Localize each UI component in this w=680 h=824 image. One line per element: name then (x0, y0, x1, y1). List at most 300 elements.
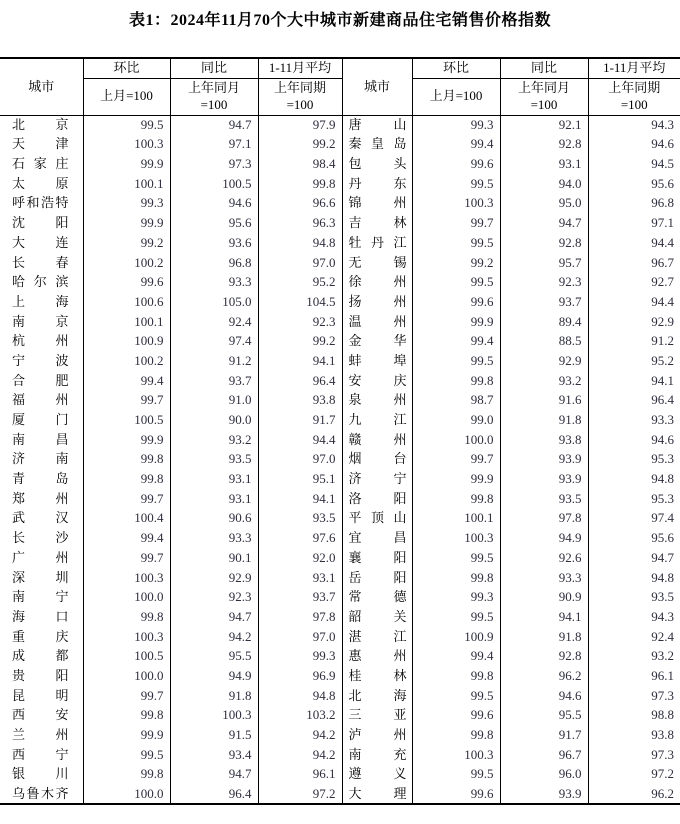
city-name: 沈 阳 (12, 215, 69, 231)
city-name: 厦 门 (12, 412, 69, 428)
city-name: 九 江 (342, 410, 412, 430)
table-row (0, 135, 680, 155)
yoy-value: 94.7 (170, 115, 258, 135)
mom-value: 99.7 (83, 489, 170, 509)
avg-value: 97.9 (258, 115, 342, 135)
mom-value: 99.7 (83, 548, 170, 568)
table-row (0, 469, 680, 489)
mom-value: 99.8 (412, 666, 500, 686)
mom-value: 99.8 (412, 489, 500, 509)
city-name: 重 庆 (12, 628, 69, 644)
mom-value: 99.5 (412, 686, 500, 706)
avg-value: 91.7 (258, 410, 342, 430)
yoy-value: 93.4 (170, 745, 258, 765)
yoy-value: 92.8 (500, 647, 588, 667)
avg-value: 96.9 (258, 666, 342, 686)
table-row (0, 528, 680, 548)
yoy-value: 93.1 (170, 489, 258, 509)
mom-value: 99.3 (412, 588, 500, 608)
table-row (0, 706, 680, 726)
mom-value: 99.9 (83, 725, 170, 745)
header-yoy-base-left: 上年同月 =100 (170, 78, 258, 115)
mom-value: 98.7 (412, 391, 500, 411)
avg-value: 94.3 (588, 607, 680, 627)
yoy-value: 91.7 (500, 725, 588, 745)
mom-value: 99.4 (83, 371, 170, 391)
city-name: 遵 义 (342, 765, 412, 785)
mom-value: 100.3 (83, 627, 170, 647)
city-name: 包 头 (342, 154, 412, 174)
mom-value: 100.6 (83, 292, 170, 312)
table-row (0, 588, 680, 608)
city-name: 南 充 (342, 745, 412, 765)
table-row (0, 174, 680, 194)
mom-value: 100.2 (83, 351, 170, 371)
avg-value: 97.4 (588, 509, 680, 529)
avg-value: 94.3 (588, 115, 680, 135)
mom-value: 100.1 (83, 312, 170, 332)
city-name: 太 原 (12, 175, 69, 191)
mom-value: 99.5 (412, 765, 500, 785)
mom-value: 99.5 (412, 233, 500, 253)
city-name: 吉 林 (342, 213, 412, 233)
yoy-value: 90.1 (170, 548, 258, 568)
header-avg-left: 1-11月平均 (258, 58, 342, 78)
city-name: 赣 州 (342, 430, 412, 450)
avg-value: 94.4 (588, 292, 680, 312)
city-name: 泉 州 (342, 391, 412, 411)
mom-value: 99.7 (412, 450, 500, 470)
table-row (0, 154, 680, 174)
city-name: 扬 州 (342, 292, 412, 312)
yoy-value: 92.1 (500, 115, 588, 135)
city-name: 海 口 (12, 608, 69, 624)
mom-value: 99.5 (83, 115, 170, 135)
yoy-value: 95.5 (170, 647, 258, 667)
city-name: 秦 皇 岛 (342, 135, 412, 155)
city-name: 平 顶 山 (342, 509, 412, 529)
avg-value: 94.1 (258, 489, 342, 509)
city-name: 南 京 (12, 313, 69, 329)
avg-value: 94.8 (258, 686, 342, 706)
mom-value: 99.3 (83, 194, 170, 214)
yoy-value: 96.8 (170, 253, 258, 273)
header-city-right: 城市 (342, 58, 412, 115)
avg-value: 97.2 (588, 765, 680, 785)
mom-value: 99.4 (412, 135, 500, 155)
yoy-value: 97.1 (170, 135, 258, 155)
yoy-value: 97.3 (170, 154, 258, 174)
avg-value: 98.8 (588, 706, 680, 726)
city-name: 郑 州 (12, 490, 69, 506)
header-avg-base-right: 上年同期 =100 (588, 78, 680, 115)
mom-value: 100.3 (412, 745, 500, 765)
avg-value: 95.6 (588, 528, 680, 548)
avg-value: 96.4 (258, 371, 342, 391)
city-name: 大 连 (12, 234, 69, 250)
city-name: 南 昌 (12, 431, 69, 447)
mom-value: 99.5 (412, 273, 500, 293)
avg-value: 94.2 (258, 745, 342, 765)
city-name: 泸 州 (342, 725, 412, 745)
header-mom-base-right: 上月=100 (412, 78, 500, 115)
avg-value: 91.2 (588, 332, 680, 352)
table-row (0, 292, 680, 312)
mom-value: 100.0 (412, 430, 500, 450)
avg-value: 94.1 (258, 351, 342, 371)
table-row (0, 784, 680, 804)
mom-value: 99.6 (83, 273, 170, 293)
mom-value: 99.8 (412, 725, 500, 745)
mom-value: 99.4 (412, 647, 500, 667)
mom-value: 99.8 (412, 568, 500, 588)
city-name: 成 都 (12, 648, 69, 664)
header-mom-base-left: 上月=100 (83, 78, 170, 115)
city-name: 上 海 (12, 293, 69, 309)
mom-value: 99.9 (83, 430, 170, 450)
yoy-value: 93.9 (500, 784, 588, 804)
yoy-value: 92.4 (170, 312, 258, 332)
avg-value: 92.4 (588, 627, 680, 647)
mom-value: 99.8 (83, 469, 170, 489)
city-name: 长 春 (12, 254, 69, 270)
avg-value: 103.2 (258, 706, 342, 726)
avg-value: 93.3 (588, 410, 680, 430)
avg-value: 94.5 (588, 154, 680, 174)
city-name: 青 岛 (12, 471, 69, 487)
yoy-value: 94.7 (500, 213, 588, 233)
mom-value: 100.0 (83, 666, 170, 686)
yoy-value: 95.7 (500, 253, 588, 273)
avg-value: 94.7 (588, 548, 680, 568)
city-name: 金 华 (342, 332, 412, 352)
header-city-left: 城市 (0, 58, 83, 115)
city-name: 牡 丹 江 (342, 233, 412, 253)
yoy-value: 91.8 (500, 410, 588, 430)
table-row (0, 765, 680, 785)
header-yoy-left: 同比 (170, 58, 258, 78)
avg-value: 95.3 (588, 489, 680, 509)
city-name: 西 宁 (12, 746, 69, 762)
yoy-value: 94.7 (170, 607, 258, 627)
yoy-value: 91.6 (500, 391, 588, 411)
mom-value: 100.0 (83, 784, 170, 804)
yoy-value: 100.3 (170, 706, 258, 726)
mom-value: 100.0 (83, 588, 170, 608)
city-name: 银 川 (12, 766, 69, 782)
yoy-value: 89.4 (500, 312, 588, 332)
avg-value: 97.0 (258, 627, 342, 647)
yoy-value: 97.8 (500, 509, 588, 529)
yoy-value: 94.6 (500, 686, 588, 706)
city-name: 武 汉 (12, 510, 69, 526)
yoy-value: 97.4 (170, 332, 258, 352)
yoy-value: 94.2 (170, 627, 258, 647)
mom-value: 99.8 (412, 371, 500, 391)
mom-value: 100.1 (412, 509, 500, 529)
mom-value: 99.0 (412, 410, 500, 430)
city-name: 乌 鲁 木 齐 (12, 785, 69, 801)
table-row (0, 233, 680, 253)
yoy-value: 94.6 (170, 194, 258, 214)
avg-value: 93.2 (588, 647, 680, 667)
table-row (0, 647, 680, 667)
avg-value: 93.8 (588, 725, 680, 745)
yoy-value: 96.4 (170, 784, 258, 804)
yoy-value: 90.6 (170, 509, 258, 529)
avg-value: 97.8 (258, 607, 342, 627)
yoy-value: 95.5 (500, 706, 588, 726)
avg-value: 94.8 (258, 233, 342, 253)
avg-value: 95.6 (588, 174, 680, 194)
yoy-value: 93.5 (500, 489, 588, 509)
mom-value: 100.1 (83, 174, 170, 194)
yoy-value: 93.3 (170, 528, 258, 548)
mom-value: 99.6 (412, 784, 500, 804)
yoy-value: 88.5 (500, 332, 588, 352)
city-name: 石 家 庄 (12, 156, 69, 172)
city-name: 徐 州 (342, 273, 412, 293)
city-name: 兰 州 (12, 727, 69, 743)
city-name: 北 京 (12, 116, 69, 132)
header-avg-base-left: 上年同期 =100 (258, 78, 342, 115)
city-name: 湛 江 (342, 627, 412, 647)
mom-value: 99.2 (412, 253, 500, 273)
mom-value: 99.9 (83, 213, 170, 233)
city-name: 大 理 (342, 784, 412, 804)
yoy-value: 93.7 (500, 292, 588, 312)
mom-value: 99.5 (412, 174, 500, 194)
city-name: 惠 州 (342, 647, 412, 667)
yoy-value: 94.9 (500, 528, 588, 548)
yoy-value: 93.9 (500, 450, 588, 470)
mom-value: 99.9 (412, 312, 500, 332)
mom-value: 99.4 (412, 332, 500, 352)
avg-value: 94.6 (588, 135, 680, 155)
table-row (0, 568, 680, 588)
avg-value: 94.4 (588, 233, 680, 253)
avg-value: 97.2 (258, 784, 342, 804)
page-title: 表1：2024年11月70个大中城市新建商品住宅销售价格指数 (128, 12, 552, 29)
table-row (0, 725, 680, 745)
mom-value: 99.6 (412, 706, 500, 726)
yoy-value: 95.6 (170, 213, 258, 233)
header-row-base (0, 78, 680, 115)
avg-value: 94.6 (588, 430, 680, 450)
table-row (0, 489, 680, 509)
avg-value: 99.3 (258, 647, 342, 667)
city-name: 福 州 (12, 392, 69, 408)
city-name: 洛 阳 (342, 489, 412, 509)
city-name: 北 海 (342, 686, 412, 706)
city-name: 南 宁 (12, 589, 69, 605)
avg-value: 97.0 (258, 450, 342, 470)
city-name: 唐 山 (342, 115, 412, 135)
avg-value: 104.5 (258, 292, 342, 312)
avg-value: 93.8 (258, 391, 342, 411)
city-name: 哈 尔 滨 (12, 274, 69, 290)
mom-value: 100.3 (412, 194, 500, 214)
avg-value: 94.4 (258, 430, 342, 450)
table-row (0, 115, 680, 135)
mom-value: 99.5 (412, 607, 500, 627)
avg-value: 94.1 (588, 371, 680, 391)
mom-value: 99.6 (412, 154, 500, 174)
avg-value: 99.2 (258, 332, 342, 352)
table-row (0, 351, 680, 371)
city-name: 宜 昌 (342, 528, 412, 548)
avg-value: 93.5 (588, 588, 680, 608)
city-name: 贵 阳 (12, 667, 69, 683)
yoy-value: 93.2 (500, 371, 588, 391)
avg-value: 96.3 (258, 213, 342, 233)
mom-value: 99.3 (412, 115, 500, 135)
city-name: 桂 林 (342, 666, 412, 686)
yoy-value: 91.8 (170, 686, 258, 706)
yoy-value: 93.8 (500, 430, 588, 450)
yoy-value: 93.3 (500, 568, 588, 588)
mom-value: 99.6 (412, 292, 500, 312)
yoy-value: 96.7 (500, 745, 588, 765)
mom-value: 99.7 (83, 686, 170, 706)
avg-value: 96.4 (588, 391, 680, 411)
city-name: 三 亚 (342, 706, 412, 726)
mom-value: 99.8 (83, 706, 170, 726)
mom-value: 100.9 (83, 332, 170, 352)
yoy-value: 105.0 (170, 292, 258, 312)
header-row-top (0, 58, 680, 78)
yoy-value: 91.2 (170, 351, 258, 371)
avg-value: 96.1 (258, 765, 342, 785)
header-mom-right: 环比 (412, 58, 500, 78)
yoy-value: 93.3 (170, 273, 258, 293)
avg-value: 96.7 (588, 253, 680, 273)
yoy-value: 91.8 (500, 627, 588, 647)
header-yoy-right: 同比 (500, 58, 588, 78)
yoy-value: 92.8 (500, 135, 588, 155)
yoy-value: 93.2 (170, 430, 258, 450)
avg-value: 96.8 (588, 194, 680, 214)
table-row (0, 273, 680, 293)
avg-value: 95.3 (588, 450, 680, 470)
table-row (0, 745, 680, 765)
avg-value: 95.2 (588, 351, 680, 371)
mom-value: 99.9 (83, 154, 170, 174)
city-name: 常 德 (342, 588, 412, 608)
city-name: 呼 和 浩 特 (12, 195, 69, 211)
avg-value: 98.4 (258, 154, 342, 174)
avg-value: 97.1 (588, 213, 680, 233)
yoy-value: 93.9 (500, 469, 588, 489)
city-name: 天 津 (12, 136, 69, 152)
table-row (0, 686, 680, 706)
header-avg-right: 1-11月平均 (588, 58, 680, 78)
city-name: 长 沙 (12, 530, 69, 546)
avg-value: 99.8 (258, 174, 342, 194)
city-name: 深 圳 (12, 569, 69, 585)
mom-value: 99.8 (83, 765, 170, 785)
yoy-value: 93.1 (500, 154, 588, 174)
city-name: 宁 波 (12, 352, 69, 368)
city-name: 襄 阳 (342, 548, 412, 568)
mom-value: 100.9 (412, 627, 500, 647)
city-name: 西 安 (12, 707, 69, 723)
table-row (0, 450, 680, 470)
table-row (0, 548, 680, 568)
mom-value: 100.5 (83, 410, 170, 430)
yoy-value: 96.0 (500, 765, 588, 785)
avg-value: 96.6 (258, 194, 342, 214)
table-row (0, 607, 680, 627)
table-row (0, 391, 680, 411)
city-name: 蚌 埠 (342, 351, 412, 371)
table-row (0, 627, 680, 647)
yoy-value: 93.5 (170, 450, 258, 470)
header-mom-left: 环比 (83, 58, 170, 78)
yoy-value: 94.0 (500, 174, 588, 194)
table-row (0, 312, 680, 332)
mom-value: 100.5 (83, 647, 170, 667)
mom-value: 99.8 (83, 450, 170, 470)
mom-value: 99.9 (412, 469, 500, 489)
table-row (0, 371, 680, 391)
city-name: 韶 关 (342, 607, 412, 627)
table-row (0, 332, 680, 352)
avg-value: 97.0 (258, 253, 342, 273)
mom-value: 99.5 (83, 745, 170, 765)
avg-value: 92.3 (258, 312, 342, 332)
yoy-value: 93.1 (170, 469, 258, 489)
yoy-value: 92.9 (170, 568, 258, 588)
yoy-value: 96.2 (500, 666, 588, 686)
city-name: 锦 州 (342, 194, 412, 214)
table-row (0, 253, 680, 273)
table-row (0, 213, 680, 233)
yoy-value: 93.6 (170, 233, 258, 253)
yoy-value: 93.7 (170, 371, 258, 391)
mom-value: 100.4 (83, 509, 170, 529)
yoy-value: 91.5 (170, 725, 258, 745)
mom-value: 100.3 (83, 135, 170, 155)
avg-value: 94.8 (588, 469, 680, 489)
table-row (0, 509, 680, 529)
yoy-value: 91.0 (170, 391, 258, 411)
city-name: 岳 阳 (342, 568, 412, 588)
mom-value: 100.3 (412, 528, 500, 548)
city-name: 烟 台 (342, 450, 412, 470)
yoy-value: 94.9 (170, 666, 258, 686)
header-yoy-base-right: 上年同月 =100 (500, 78, 588, 115)
yoy-value: 92.8 (500, 233, 588, 253)
avg-value: 93.1 (258, 568, 342, 588)
yoy-value: 94.1 (500, 607, 588, 627)
city-name: 丹 东 (342, 174, 412, 194)
avg-value: 97.3 (588, 686, 680, 706)
mom-value: 99.7 (83, 391, 170, 411)
table-row (0, 194, 680, 214)
yoy-value: 95.0 (500, 194, 588, 214)
yoy-value: 100.5 (170, 174, 258, 194)
table-body (0, 115, 680, 804)
yoy-value: 92.3 (170, 588, 258, 608)
city-name: 温 州 (342, 312, 412, 332)
city-name: 昆 明 (12, 687, 69, 703)
avg-value: 93.7 (258, 588, 342, 608)
avg-value: 96.1 (588, 666, 680, 686)
yoy-value: 92.9 (500, 351, 588, 371)
table-header (0, 58, 680, 115)
city-name: 杭 州 (12, 333, 69, 349)
